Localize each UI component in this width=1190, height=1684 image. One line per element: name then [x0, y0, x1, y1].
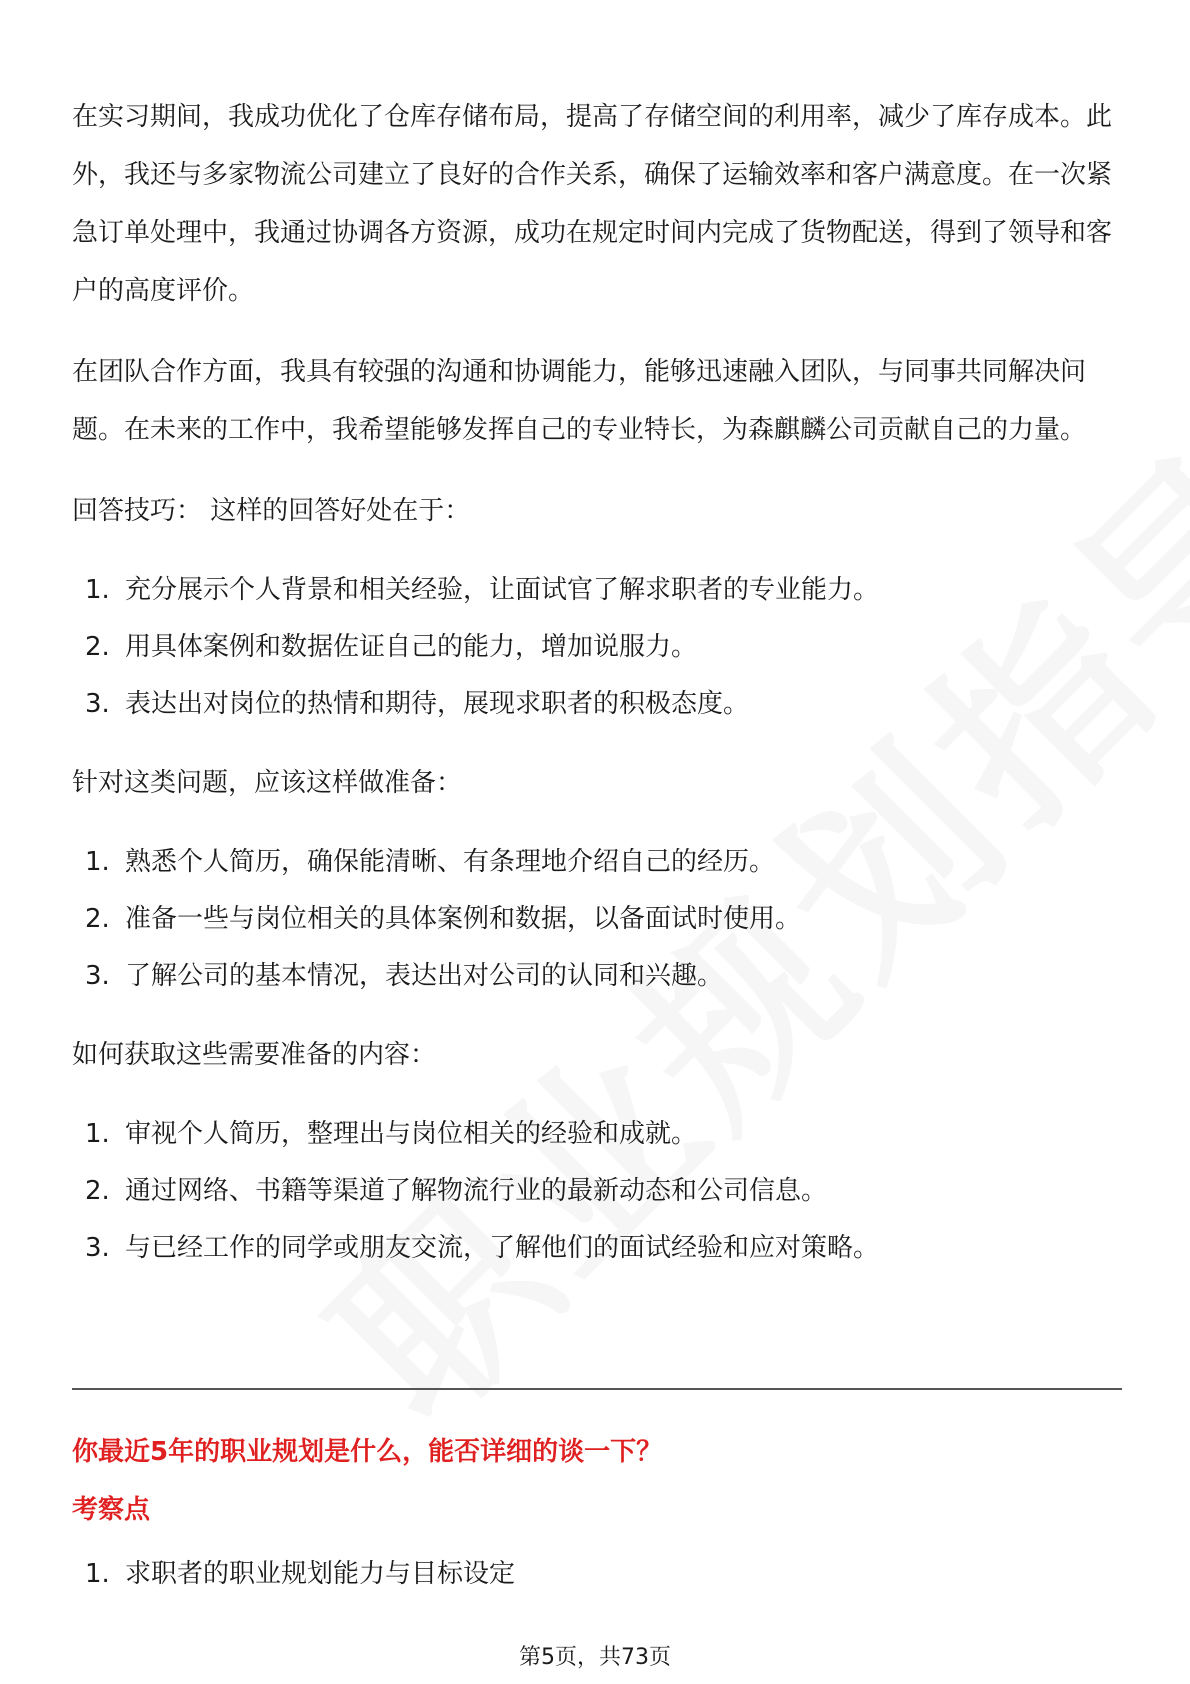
section-divider [72, 1388, 1122, 1390]
tips-heading: 回答技巧： 这样的回答好处在于： [72, 496, 471, 526]
paragraph-teamwork: 在团队合作方面，我具有较强的沟通和协调能力，能够迅速融入团队，与同事共同解决问题。在未来的工作中，我希望能够发挥自己的专业特长，为森麒麟公司贡献自己的力量。 [72, 357, 1087, 445]
prepare-list [72, 834, 1122, 1005]
page-number: 第5页，共73页 [519, 1645, 671, 1670]
list-item: 2. 通过网络、书籍等渠道了解物流行业的最新动态和公司信息。 [85, 1176, 828, 1206]
question-subtitle: 考察点 [72, 1495, 151, 1525]
question-title: 你最近5年的职业规划是什么，能否详细的谈一下？ [72, 1437, 663, 1467]
question-points-list [72, 1546, 1122, 1603]
list-item: 1. 求职者的职业规划能力与目标设定 [85, 1559, 516, 1589]
list-item: 1. 审视个人简历，整理出与岗位相关的经验和成就。 [85, 1119, 698, 1149]
list-item: 3. 了解公司的基本情况，表达出对公司的认同和兴趣。 [85, 961, 724, 991]
main-content [72, 88, 1122, 1298]
list-item: 1. 充分展示个人背景和相关经验，让面试官了解求职者的专业能力。 [85, 575, 880, 605]
list-item: 1. 熟悉个人简历，确保能清晰、有条理地介绍自己的经历。 [85, 847, 776, 877]
tips-list [72, 562, 1122, 733]
list-item: 2. 用具体案例和数据佐证自己的能力，增加说服力。 [85, 632, 698, 662]
list-item: 3. 与已经工作的同学或朋友交流，了解他们的面试经验和应对策略。 [85, 1233, 880, 1263]
list-item: 3. 表达出对岗位的热情和期待，展现求职者的积极态度。 [85, 689, 750, 719]
obtain-heading: 如何获取这些需要准备的内容： [72, 1040, 437, 1070]
paragraph-internship: 在实习期间，我成功优化了仓库存储布局，提高了存储空间的利用率，减少了库存成本。此外，我还与多家物流公司建立了良好的合作关系，确保了运输效率和客户满意度。在一次紧急订单处理中，我通过协调各方资源，成功在规定时间内完成了货物配送，得到了领导和客户的高度评价。 [72, 102, 1113, 306]
list-item: 2. 准备一些与岗位相关的具体案例和数据，以备面试时使用。 [85, 904, 802, 934]
prepare-heading: 针对这类问题，应该这样做准备： [72, 768, 463, 798]
obtain-list [72, 1106, 1122, 1277]
